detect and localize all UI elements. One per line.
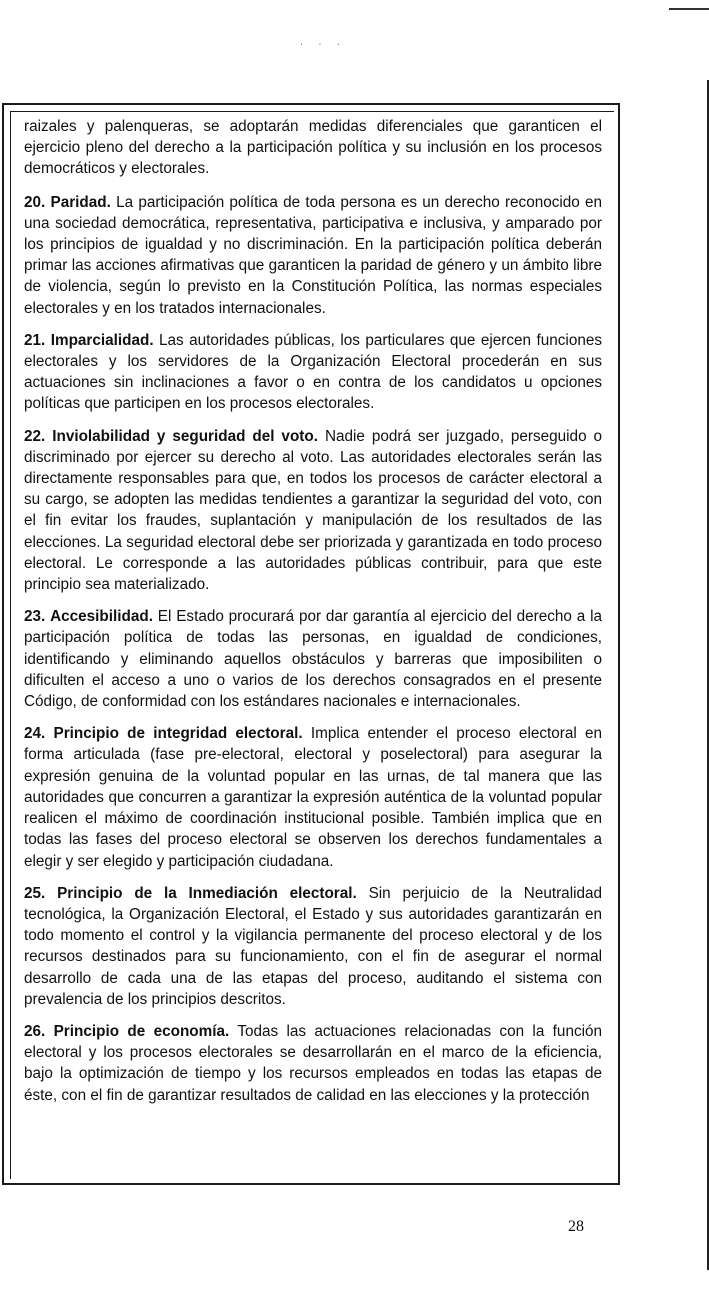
article-title: Paridad.	[50, 193, 111, 211]
article-title: Principio de la Inmediación electoral.	[57, 884, 357, 902]
article-number: 23.	[24, 608, 46, 626]
page-number: 28	[568, 1218, 584, 1235]
article-title: Inviolabilidad y seguridad del voto.	[52, 427, 318, 445]
article-number: 26.	[24, 1022, 46, 1040]
article-title: Principio de integridad electoral.	[53, 725, 303, 743]
article-number: 20.	[24, 193, 46, 211]
article-body: Implica entender el proceso electoral en forma articulada (fase pre-electoral, electoral y poselectoral) para asegurar la expresión genuina de la voluntad popular en las urnas, de tal manera que las autoridades que concurren a garantizar la expresión auténtica de la voluntad popular realicen el máximo de coordinación institucional posible. También implica que en todas las fases del proceso electoral se observen los derechos fundamentales a elegir y ser elegido y participación ciudadana.	[24, 725, 603, 870]
intro-paragraph: raizales y palenqueras, se adoptarán medidas diferenciales que garanticen el ejercicio pleno del derecho a la participación política y su inclusión en los procesos democráticos y electorales.	[24, 118, 602, 178]
article-number: 24.	[24, 725, 46, 743]
article-body: Las autoridades públicas, los particulares que ejercen funciones electorales y los servidores de la Organización Electoral procederán en sus actuaciones sin inclinaciones a favor o en contra de los candidatos u opciones políticas que participen en los procesos electorales.	[24, 331, 602, 413]
article-body: El Estado procurará por dar garantía al ejercicio del derecho a la participación política de todas las personas, en igualdad de condiciones, identificando y eliminando aquellos obstáculos y barreras que imposibiliten o dificulten el acceso a uno o varios de los derechos consagrados en el presente Código, de conformidad con los estándares nacionales e internacionales.	[24, 608, 603, 711]
article-title: Accesibilidad.	[50, 608, 153, 626]
article-body: Nadie podrá ser juzgado, perseguido o discriminado por ejercer su derecho al voto. Las autoridades electorales serán las directamente responsables para que, en todos los procesos de carácter electoral a su cargo, se adopten las medidas tendientes a garantizar la seguridad del voto, con el fin evitar los fraudes, suplantación y manipulación de los resultados de las elecciones. La seguridad electoral debe ser priorizada y garantizada en todo proceso electoral. Le corresponde a las autoridades públicas contribuir, para que este principio sea materializado.	[24, 427, 603, 594]
article-26	[24, 1021, 602, 1106]
article-20	[24, 192, 602, 319]
scan-edge-mark	[669, 8, 709, 10]
article-21	[24, 330, 602, 415]
article-22	[24, 426, 602, 596]
article-24	[24, 723, 602, 871]
scan-specks: · · ·	[300, 40, 346, 51]
article-23	[24, 606, 602, 712]
article-title: Imparcialidad.	[50, 331, 154, 349]
article-body: La participación política de toda persona es un derecho reconocido en una sociedad democrática, representativa, participativa e inclusiva, y amparado por los principios de igualdad y no discriminación. En la participación política deberán primar las acciones afirmativas que garanticen la paridad de género y un ámbito libre de violencia, según lo previsto en la Constitución Política, las normas especiales electorales y en los tratados internacionales.	[24, 193, 603, 317]
article-body: Todas las actuaciones relacionadas con la función electoral y los procesos electorales se desarrollarán en el marco de la eficiencia, bajo la optimización de tiempo y los recursos empleados en todas las etapas de éste, con el fin de garantizar resultados de calidad en las elecciones y la protección	[24, 1022, 603, 1104]
document-body	[24, 116, 602, 1117]
article-25	[24, 883, 602, 1010]
article-number: 25.	[24, 884, 46, 902]
article-number: 21.	[24, 331, 46, 349]
article-number: 22.	[24, 427, 46, 445]
article-title: Principio de economía.	[53, 1022, 230, 1040]
article-body: Sin perjuicio de la Neutralidad tecnológica, la Organización Electoral, el Estado y sus autoridades garantizarán en todo momento el control y la vigilancia permanente del proceso electoral y de los recursos destinados para su funcionamiento, con el fin de asegurar el normal desarrollo de cada una de las etapas del proceso, auditando el sistema con prevalencia de los principios descritos.	[24, 884, 603, 1008]
